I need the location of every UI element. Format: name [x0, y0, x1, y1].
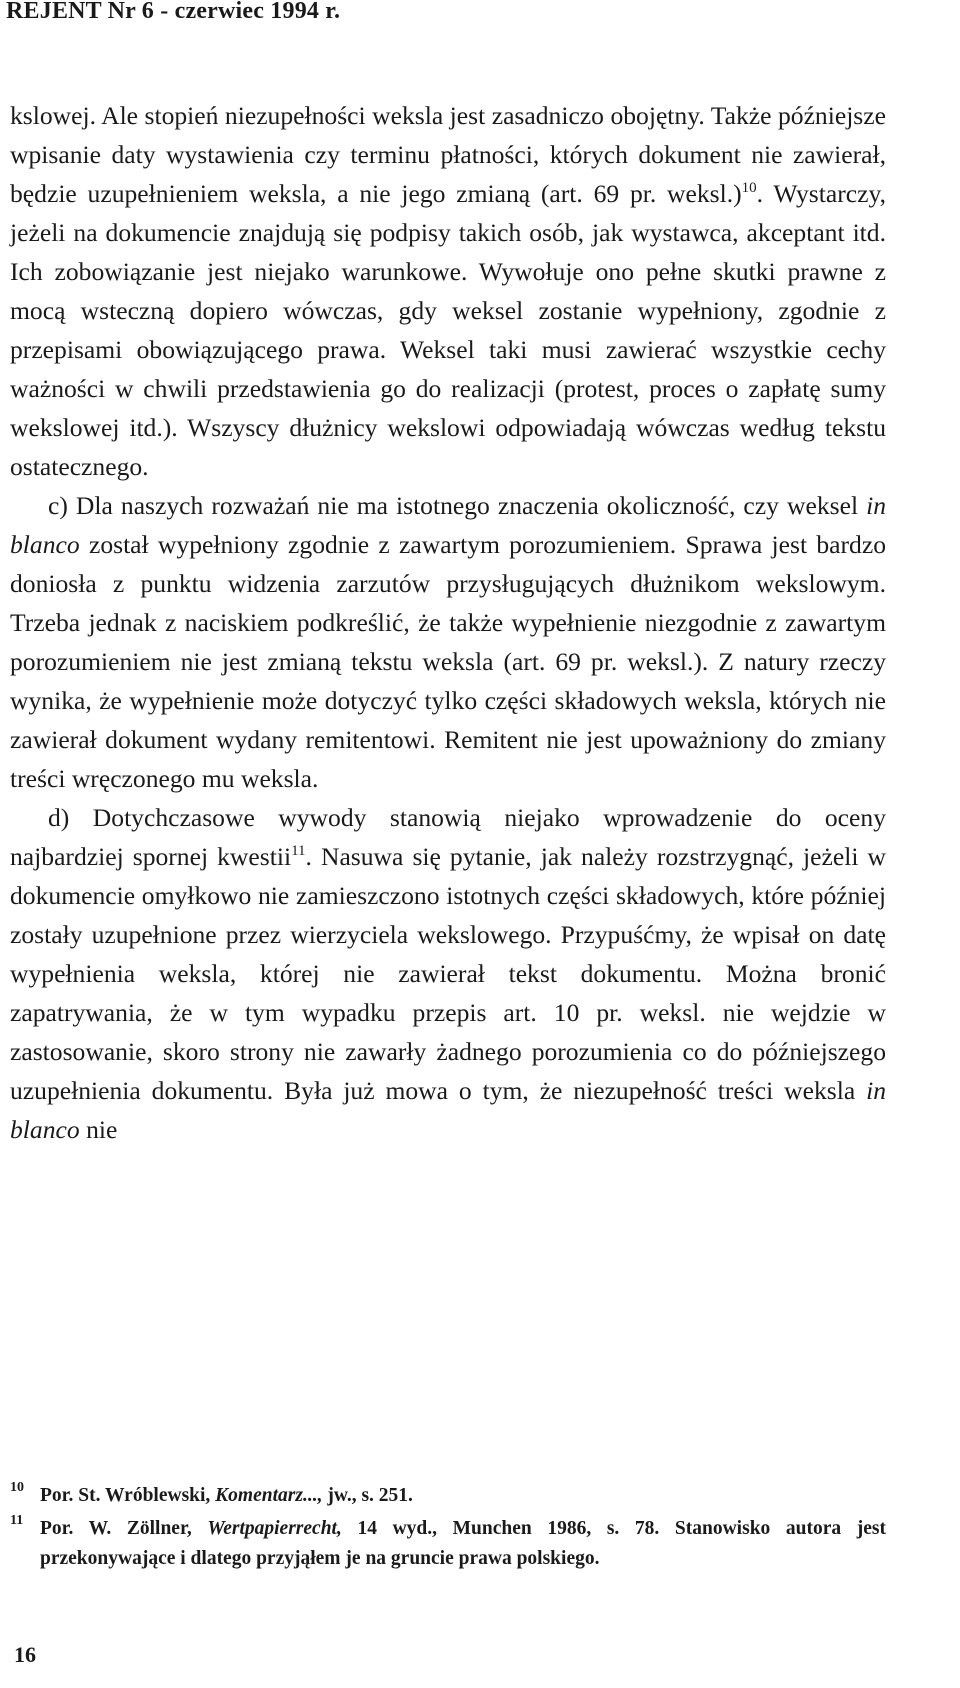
footnote-number: 10: [10, 1480, 24, 1495]
running-header: REJENT Nr 6 - czerwiec 1994 r.: [6, 0, 341, 24]
text-run: Por. W. Zöllner,: [40, 1518, 208, 1539]
footnote-ref-10: 10: [741, 180, 757, 196]
text-run: c) Dla naszych rozważań nie ma istotnego znaczenia okoliczność, czy weksel: [48, 491, 867, 520]
paragraph: [10, 96, 886, 486]
body-text: [10, 96, 886, 1149]
footnote-10: [10, 1481, 886, 1511]
footnote-ref-11: 11: [291, 843, 306, 859]
text-run: został wypełniony zgodnie z zawartym porozumieniem. Sprawa jest bardzo doniosła z punktu widzenia zarzutów przysługujących dłużnikom wekslowym. Trzeba jednak z naciskiem podkreślić, że także wypełnienie niezgodnie z zawartym porozumieniem nie jest zmianą tekstu weksla (art. 69 pr. weksl.). Z natury rzeczy wynika, że wypełnienie może dotyczyć tylko części składowych weksla, których nie zawierał dokument wydany remitentowi. Remitent nie jest upoważniony do zmiany treści wręczonego mu weksla.: [10, 530, 886, 793]
text-run: d) Dotychczasowe wywody stanowią niejako wprowadzenie do oceny najbardziej spornej kwestii: [10, 803, 886, 871]
text-run: . Wystarczy, jeżeli na dokumencie znajdują się podpisy takich osób, jak wystawca, akceptant itd. Ich zobowiązanie jest niejako warunkowe. Wywołuje ono pełne skutki prawne z mocą wsteczną dopiero wówczas, gdy weksel zostanie wypełniony, zgodnie z przepisami obowiązującego prawa. Weksel taki musi zawierać wszystkie cechy ważności w chwili przedstawienia go do realizacji (protest, proces o zapłatę sumy wekslowej itd.). Wszyscy dłużnicy wekslowi odpowiadają wówczas według tekstu ostatecznego.: [10, 179, 886, 481]
italic-title: Wertpapierrecht,: [207, 1518, 342, 1539]
text-run: jw., s. 251.: [322, 1485, 413, 1506]
paragraph-d: [10, 798, 886, 1149]
text-run: kslowej. Ale stopień niezupełności weksla jest zasadniczo obojętny. Także późniejsze wpisanie daty wystawienia czy terminu płatności, których dokument nie zawierał, będzie uzupełnieniem weksla, a nie jego zmianą (art. 69 pr. weksl.): [10, 101, 886, 208]
italic-term: in blanco: [10, 491, 886, 559]
italic-title: Komentarz...,: [215, 1485, 323, 1506]
footnote-number: 11: [10, 1513, 24, 1528]
footnote-11: [10, 1514, 886, 1574]
text-run: Por. St. Wróblewski,: [40, 1485, 216, 1506]
paragraph-c: [10, 486, 886, 798]
text-run: 14 wyd., Munchen 1986, s. 78. Stanowisko autora jest przekonywające i dlatego przyjąłem je na gruncie prawa polskiego.: [40, 1518, 886, 1569]
text-run: nie: [79, 1115, 118, 1144]
text-run: . Nasuwa się pytanie, jak należy rozstrzygnąć, jeżeli w dokumencie omyłkowo nie zamieszczono istotnych części składowych, które później zostały uzupełnione przez wierzyciela wekslowego. Przypuśćmy, że wpisał on datę wypełnienia weksla, której nie zawierał tekst dokumentu. Można bronić zapatrywania, że w tym wypadku przepis art. 10 pr. weksl. nie wejdzie w zastosowanie, skoro strony nie zawarły żadnego porozumienia co do późniejszego uzupełnienia dokumentu. Była już mowa o tym, że niezupełność treści weksla: [10, 842, 886, 1105]
footnotes: [10, 1481, 886, 1577]
page-number: 16: [14, 1642, 36, 1667]
italic-term: in blanco: [10, 1076, 886, 1144]
